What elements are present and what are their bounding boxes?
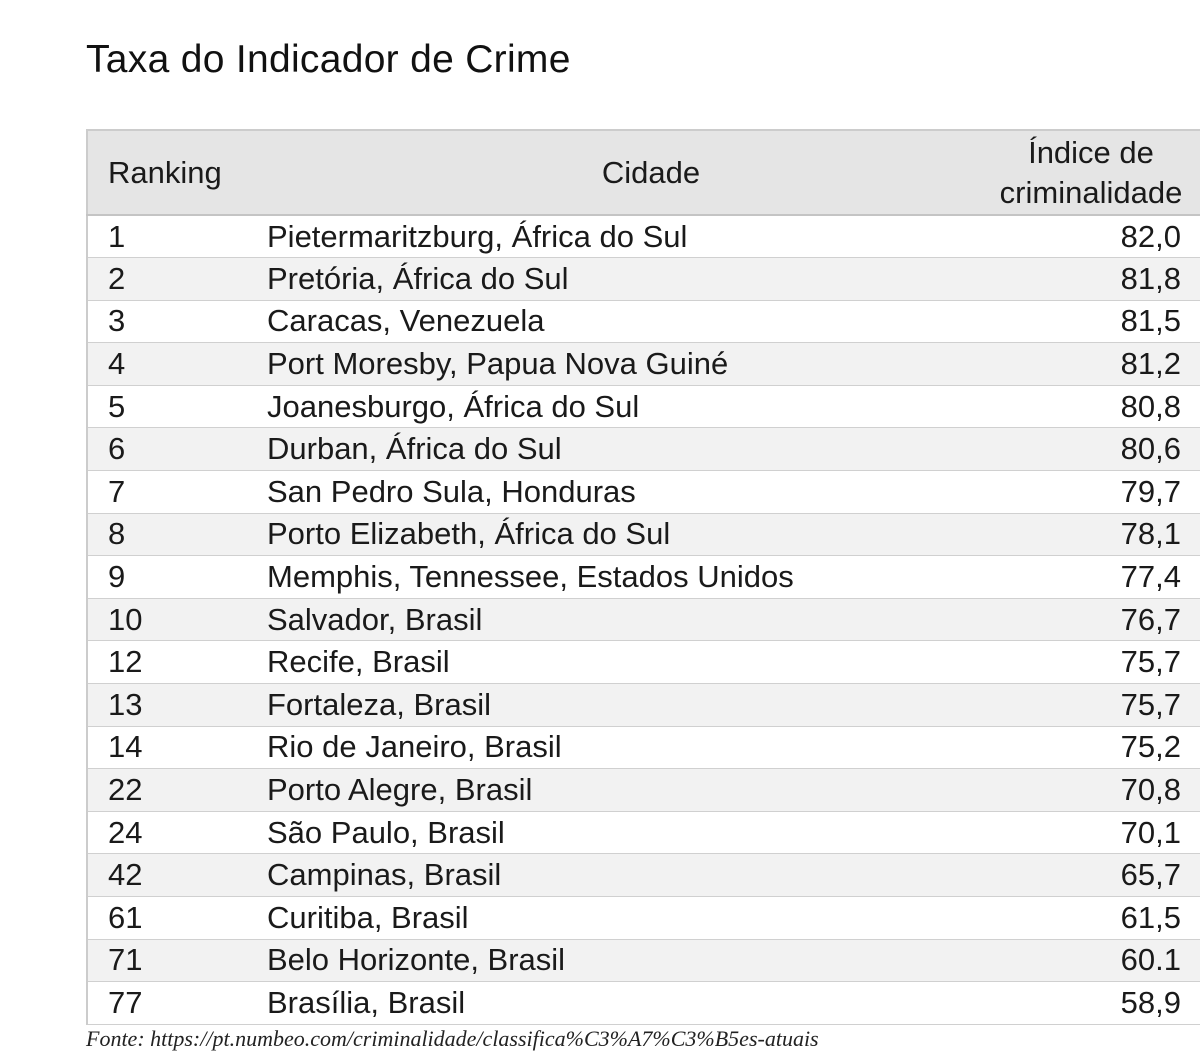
table-row	[87, 428, 1200, 471]
rank-cell: 71	[87, 939, 267, 982]
city-cell: Porto Alegre, Brasil	[267, 769, 987, 812]
header-city: Cidade	[267, 130, 987, 215]
header-crime-index-line2: criminalidade	[999, 174, 1183, 210]
crime-index-cell: 70,1	[987, 811, 1200, 854]
crime-index-cell: 61,5	[987, 897, 1200, 940]
source-note: Fonte: https://pt.numbeo.com/criminalidade/classifica%C3%A7%C3%B5es-atuais	[86, 1026, 819, 1051]
rank-cell: 13	[87, 684, 267, 727]
city-cell: Brasília, Brasil	[267, 982, 987, 1025]
table-row	[87, 258, 1200, 301]
header-crime-index	[987, 130, 1200, 215]
city-cell: Belo Horizonte, Brasil	[267, 939, 987, 982]
city-cell: Memphis, Tennessee, Estados Unidos	[267, 556, 987, 599]
city-cell: Salvador, Brasil	[267, 598, 987, 641]
rank-cell: 61	[87, 897, 267, 940]
header-crime-index-line1: Índice de	[1028, 134, 1154, 170]
table-row	[87, 726, 1200, 769]
table-body	[87, 215, 1200, 1024]
city-cell: Curitiba, Brasil	[267, 897, 987, 940]
rank-cell: 9	[87, 556, 267, 599]
crime-index-cell: 81,5	[987, 300, 1200, 343]
rank-cell: 8	[87, 513, 267, 556]
city-cell: Pietermaritzburg, África do Sul	[267, 215, 987, 258]
crime-index-cell: 60.1	[987, 939, 1200, 982]
crime-index-table	[86, 129, 1200, 1025]
table-row	[87, 641, 1200, 684]
rank-cell: 3	[87, 300, 267, 343]
city-cell: Campinas, Brasil	[267, 854, 987, 897]
rank-cell: 42	[87, 854, 267, 897]
crime-index-cell: 78,1	[987, 513, 1200, 556]
table-row	[87, 343, 1200, 386]
table-row	[87, 556, 1200, 599]
city-cell: Joanesburgo, África do Sul	[267, 385, 987, 428]
crime-index-cell: 81,8	[987, 258, 1200, 301]
crime-index-cell: 58,9	[987, 982, 1200, 1025]
page-title: Taxa do Indicador de Crime	[86, 38, 571, 81]
table-row	[87, 215, 1200, 258]
table-row	[87, 598, 1200, 641]
rank-cell: 24	[87, 811, 267, 854]
table-row	[87, 471, 1200, 514]
rank-cell: 1	[87, 215, 267, 258]
city-cell: Port Moresby, Papua Nova Guiné	[267, 343, 987, 386]
crime-index-cell: 75,7	[987, 641, 1200, 684]
table-header-row	[87, 130, 1200, 215]
table-row	[87, 769, 1200, 812]
city-cell: Porto Elizabeth, África do Sul	[267, 513, 987, 556]
rank-cell: 7	[87, 471, 267, 514]
table-row	[87, 513, 1200, 556]
header-ranking: Ranking	[87, 130, 267, 215]
crime-index-cell: 76,7	[987, 598, 1200, 641]
crime-index-cell: 65,7	[987, 854, 1200, 897]
crime-index-cell: 75,2	[987, 726, 1200, 769]
crime-index-cell: 70,8	[987, 769, 1200, 812]
city-cell: San Pedro Sula, Honduras	[267, 471, 987, 514]
city-cell: São Paulo, Brasil	[267, 811, 987, 854]
crime-index-cell: 80,8	[987, 385, 1200, 428]
rank-cell: 10	[87, 598, 267, 641]
crime-index-cell: 80,6	[987, 428, 1200, 471]
city-cell: Fortaleza, Brasil	[267, 684, 987, 727]
table-row	[87, 939, 1200, 982]
city-cell: Rio de Janeiro, Brasil	[267, 726, 987, 769]
city-cell: Durban, África do Sul	[267, 428, 987, 471]
table-row	[87, 854, 1200, 897]
rank-cell: 14	[87, 726, 267, 769]
city-cell: Pretória, África do Sul	[267, 258, 987, 301]
crime-index-cell: 77,4	[987, 556, 1200, 599]
rank-cell: 5	[87, 385, 267, 428]
table-row	[87, 385, 1200, 428]
table-row	[87, 811, 1200, 854]
table-row	[87, 982, 1200, 1025]
rank-cell: 12	[87, 641, 267, 684]
crime-index-table-container	[86, 129, 1200, 1025]
crime-index-cell: 79,7	[987, 471, 1200, 514]
crime-index-cell: 81,2	[987, 343, 1200, 386]
table-row	[87, 684, 1200, 727]
table-row	[87, 300, 1200, 343]
rank-cell: 4	[87, 343, 267, 386]
crime-index-cell: 82,0	[987, 215, 1200, 258]
crime-index-cell: 75,7	[987, 684, 1200, 727]
rank-cell: 6	[87, 428, 267, 471]
city-cell: Recife, Brasil	[267, 641, 987, 684]
rank-cell: 2	[87, 258, 267, 301]
city-cell: Caracas, Venezuela	[267, 300, 987, 343]
rank-cell: 22	[87, 769, 267, 812]
table-row	[87, 897, 1200, 940]
rank-cell: 77	[87, 982, 267, 1025]
